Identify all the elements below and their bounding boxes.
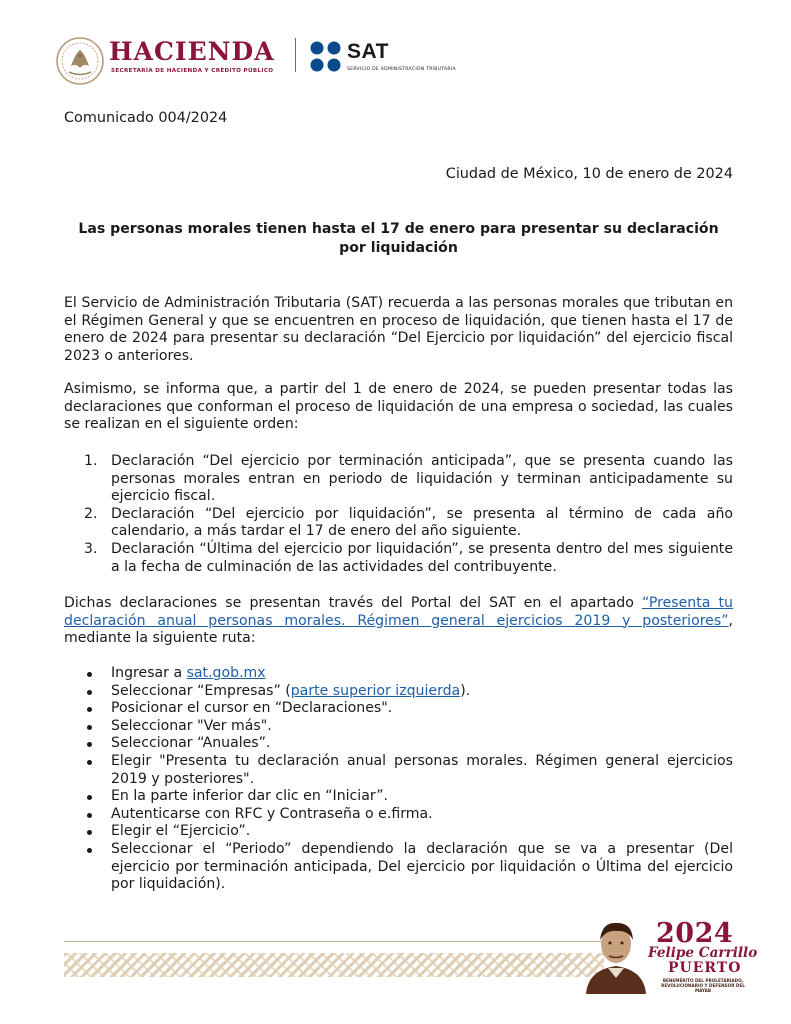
paragraph-asimismo: Asimismo, se informa que, a partir del 1 de enero de 2024, se pueden presentar todas las declaraciones que conforman el proceso de liquidación de una empresa o sociedad, las cuales se realizan en el siguiente orden:	[64, 381, 733, 433]
letterhead	[55, 32, 475, 88]
bullet-icon	[87, 707, 92, 712]
header-divider	[295, 38, 296, 72]
list-item	[64, 806, 733, 824]
footer-name: Felipe Carrillo	[648, 945, 758, 961]
document-title: Las personas morales tienen hasta el 17 de enero para presentar su declaración por liquidación	[78, 221, 719, 256]
hacienda-subtitle: SECRETARÍA DE HACIENDA Y CRÉDITO PÚBLICO	[111, 68, 274, 74]
footer-subtitle: BENEMÉRITO DEL PROLETARIADO, REVOLUCIONARIO Y DEFENSOR DEL MAYAB	[661, 978, 745, 993]
bullet-icon	[87, 795, 92, 800]
list-item	[64, 453, 733, 506]
sat-logo-text: SAT	[347, 40, 389, 63]
bullet-icon	[87, 672, 92, 677]
list-number: 2.	[84, 505, 98, 522]
list-item	[64, 506, 733, 541]
paragraph-portal	[64, 595, 733, 648]
felipe-carrillo-portrait-icon	[580, 912, 652, 994]
declaration-steps-list	[64, 453, 733, 576]
list-item-text: Seleccionar "Ver más".	[111, 717, 272, 734]
list-item-text: Posicionar el cursor en “Declaraciones".	[111, 700, 393, 717]
list-item	[64, 700, 733, 718]
sat-subtitle: SERVICIO DE ADMINISTRACIÓN TRIBUTARIA	[347, 67, 456, 72]
list-item-text: En la parte inferior dar clic en “Iniciar”.	[111, 788, 389, 805]
list-item-text: Seleccionar “Anuales”.	[111, 735, 271, 752]
route-steps-list	[64, 665, 733, 894]
list-item	[64, 788, 733, 806]
list-item-text: Elegir el “Ejercicio”.	[111, 823, 251, 840]
list-item	[64, 735, 733, 753]
hacienda-logo-text: HACIENDA	[109, 37, 275, 66]
paragraph-intro: El Servicio de Administración Tributaria (SAT) recuerda a las personas morales que tributan en el Régimen General y que se encuentren en proceso de liquidación, que tienen hasta el 17 de enero de 2024 para presentar su declaración “Del Ejercicio por liquidación” del ejercicio fiscal 2023 o anteriores.	[64, 295, 733, 364]
footer-year: 2024	[656, 918, 734, 949]
list-item	[64, 665, 733, 683]
list-item-text: Autenticarse con RFC y Contraseña o e.firma.	[111, 805, 433, 822]
list-item	[64, 541, 733, 576]
sat-dots-logo-icon	[309, 40, 343, 74]
list-item-text: Declaración “Última del ejercicio por liquidación”, se presenta dentro del mes siguiente a la fecha de culminación de las actividades del contribuyente.	[111, 540, 733, 575]
paragraph-text: Dichas declaraciones se presentan través del Portal del SAT en el apartado	[64, 595, 642, 611]
footer-puerto: PUERTO	[668, 960, 742, 976]
list-item-text: Declaración “Del ejercicio por terminación anticipada”, que se presenta cuando las personas morales entran en periodo de liquidación y terminan anticipadamente su ejercicio fiscal.	[111, 453, 733, 505]
list-item	[64, 718, 733, 736]
bullet-icon	[87, 830, 92, 835]
presenta-declaracion-link[interactable]: “Presenta tu declaración anual personas morales. Régimen general ejercicios 2019 y posteriores”	[64, 595, 733, 629]
mexico-coat-of-arms-icon	[55, 36, 105, 86]
list-number: 1.	[84, 453, 98, 469]
list-item-text: ).	[460, 682, 471, 699]
list-item-text: Ingresar a	[111, 665, 187, 681]
list-item-text: Elegir "Presenta tu declaración anual personas morales. Régimen general ejercicios 2019 y posteriores".	[111, 752, 733, 787]
list-item-text: Declaración “Del ejercicio por liquidación”, se presenta al término de cada año calendario, a más tardar el 17 de enero del año siguiente.	[111, 505, 733, 540]
footer-divider	[64, 941, 604, 942]
bullet-icon	[87, 690, 92, 695]
bullet-icon	[87, 848, 92, 853]
list-number: 3.	[84, 540, 98, 557]
parte-superior-link[interactable]: parte superior izquierda	[290, 682, 461, 699]
place-date: Ciudad de México, 10 de enero de 2024	[445, 166, 733, 182]
bullet-icon	[87, 813, 92, 818]
bullet-icon	[87, 760, 92, 765]
bullet-icon	[87, 742, 92, 747]
footer-ornament-band	[64, 953, 604, 977]
sat-gob-mx-link[interactable]: sat.gob.mx	[186, 665, 266, 681]
list-item	[64, 823, 733, 841]
list-item	[64, 753, 733, 788]
list-item	[64, 841, 733, 894]
list-item	[64, 683, 733, 701]
list-item-text: Seleccionar el “Periodo” dependiendo la declaración que se va a presentar (Del ejercicio por terminación anticipada, Del ejercicio por liquidación o Última del ejercicio por liquidación).	[111, 840, 733, 893]
paragraph-text: , mediante la siguiente ruta:	[64, 612, 733, 647]
bullet-icon	[87, 725, 92, 730]
comunicado-number: Comunicado 004/2024	[64, 110, 228, 126]
list-item-text: Seleccionar “Empresas” (	[111, 682, 291, 699]
